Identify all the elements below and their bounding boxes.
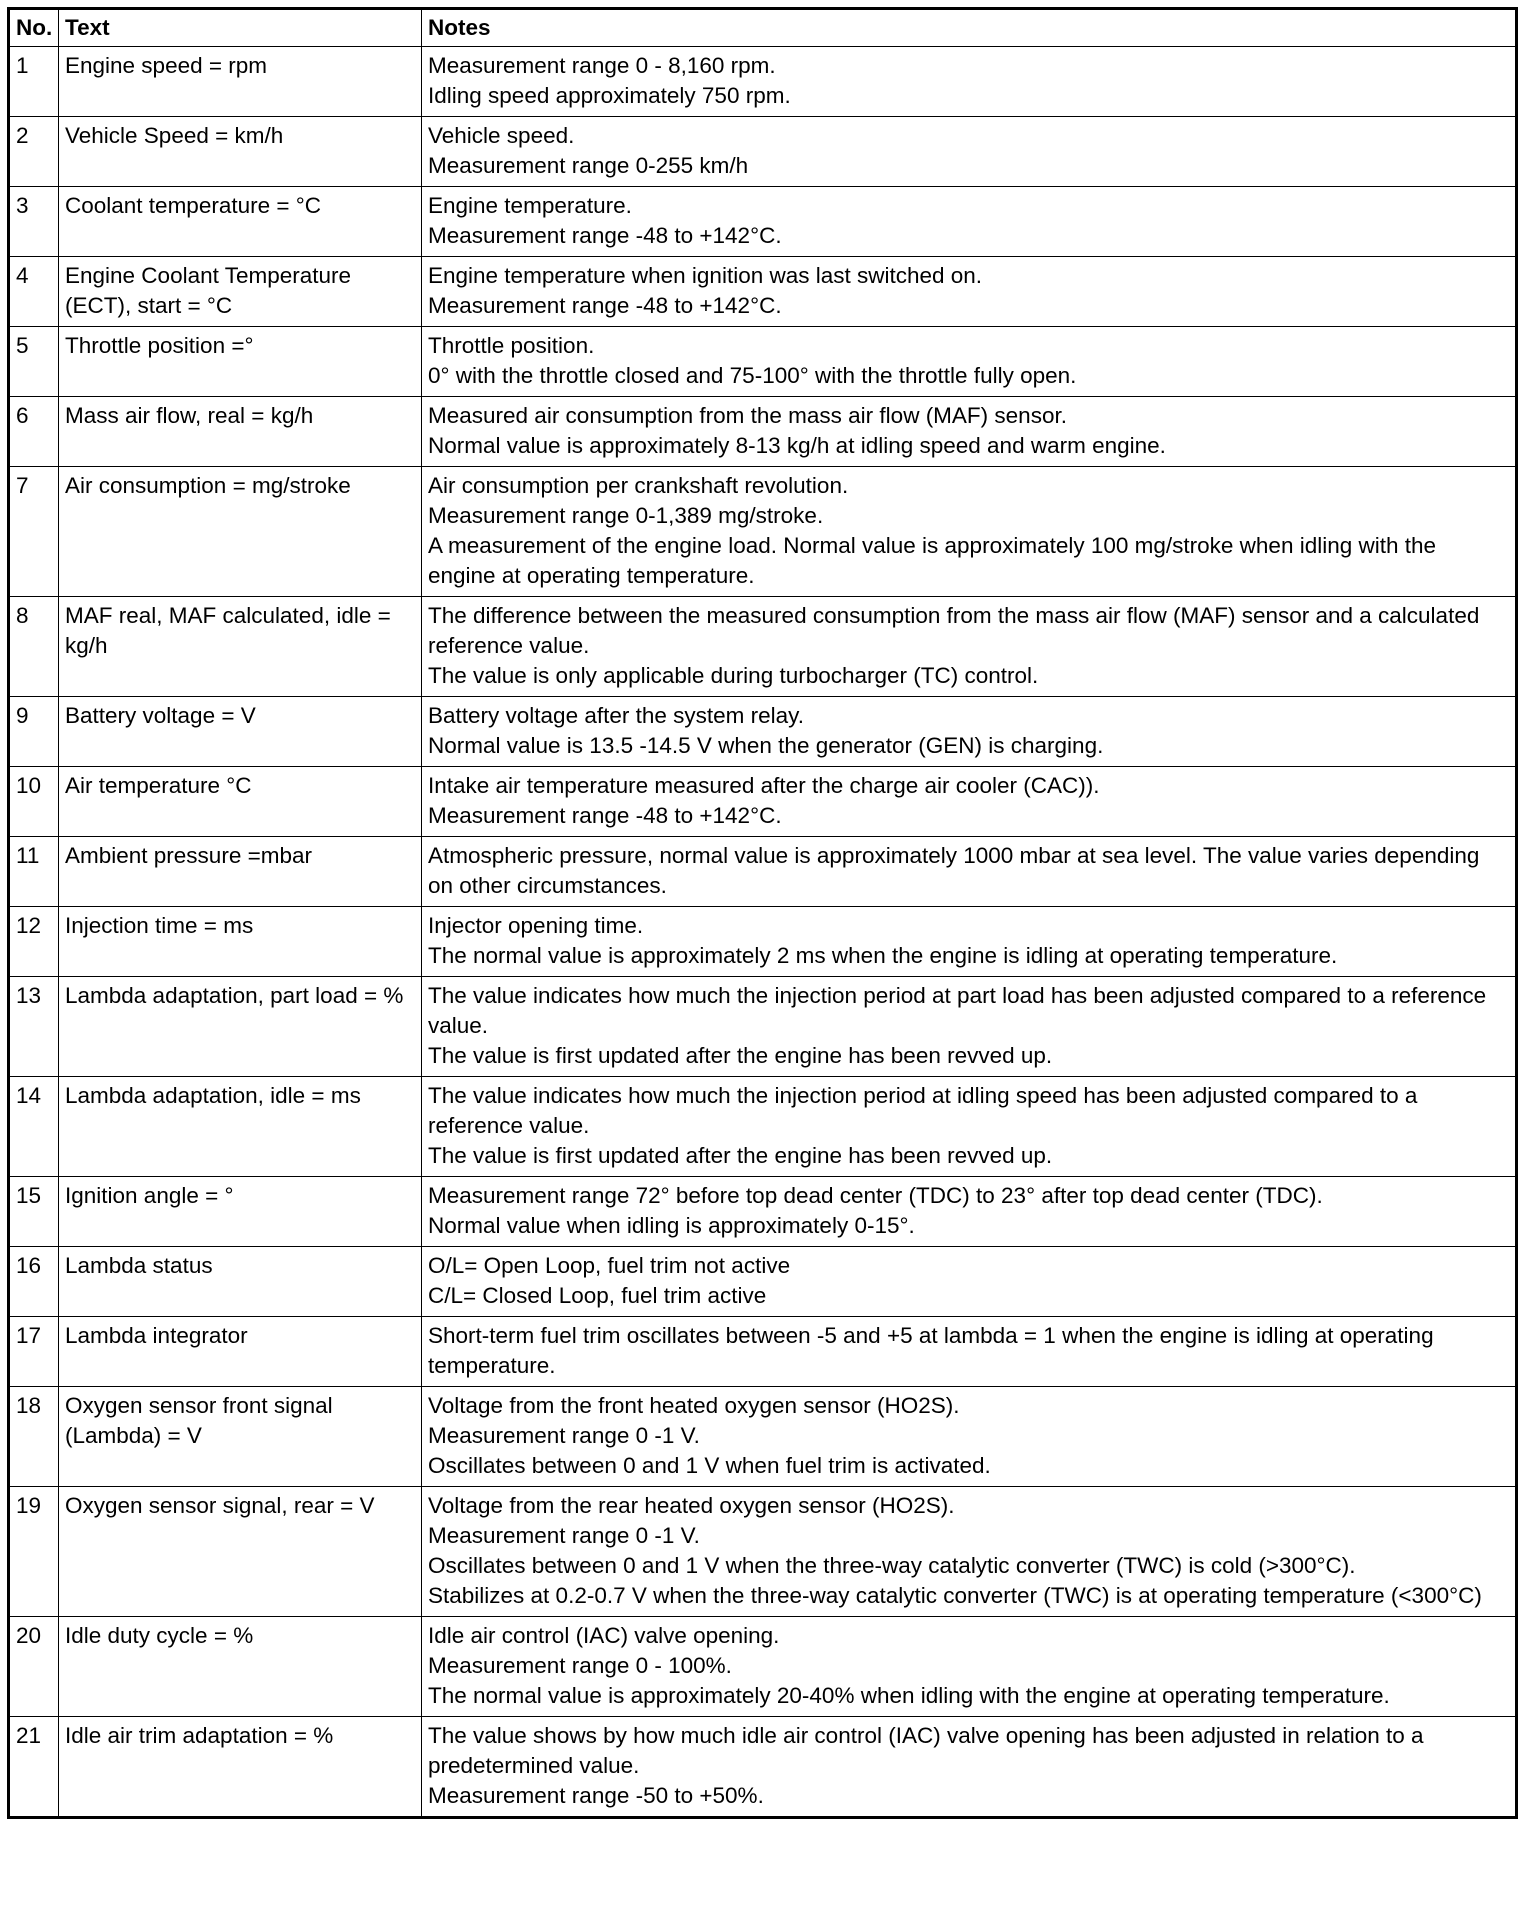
row-notes <box>422 597 1517 697</box>
row-text: Coolant temperature = °C <box>59 187 422 257</box>
row-number: 16 <box>9 1247 59 1317</box>
table-row <box>9 327 1517 397</box>
table-row <box>9 1387 1517 1487</box>
row-number: 11 <box>9 837 59 907</box>
table-row <box>9 767 1517 837</box>
row-notes <box>422 767 1517 837</box>
table-row <box>9 1247 1517 1317</box>
row-number: 1 <box>9 47 59 117</box>
header-text: Text <box>59 9 422 47</box>
row-notes <box>422 187 1517 257</box>
row-text: Ignition angle = ° <box>59 1177 422 1247</box>
row-text: Air consumption = mg/stroke <box>59 467 422 597</box>
note-line: Measurement range 0 - 100%. <box>428 1653 732 1678</box>
row-notes <box>422 1487 1517 1617</box>
note-line: Stabilizes at 0.2-0.7 V when the three-way catalytic converter (TWC) is at operating temperature (<300°C) <box>428 1583 1482 1608</box>
note-line: Normal value is approximately 8-13 kg/h at idling speed and warm engine. <box>428 433 1166 458</box>
row-notes <box>422 977 1517 1077</box>
table-row <box>9 397 1517 467</box>
table-row <box>9 47 1517 117</box>
row-text: Lambda status <box>59 1247 422 1317</box>
table-row <box>9 1717 1517 1818</box>
row-number: 14 <box>9 1077 59 1177</box>
table-body <box>9 47 1517 1818</box>
row-notes <box>422 837 1517 907</box>
table-row <box>9 907 1517 977</box>
note-line: The value is first updated after the engine has been revved up. <box>428 1043 1053 1068</box>
row-notes <box>422 257 1517 327</box>
note-line: The value shows by how much idle air control (IAC) valve opening has been adjusted in relation to a predetermined value. <box>428 1723 1424 1778</box>
note-line: The value is only applicable during turbocharger (TC) control. <box>428 663 1039 688</box>
parameter-table <box>7 7 1518 1819</box>
row-notes <box>422 1247 1517 1317</box>
note-line: The value indicates how much the injection period at idling speed has been adjusted compared to a reference value. <box>428 1083 1418 1138</box>
note-line: Measurement range 0 - 8,160 rpm. <box>428 53 776 78</box>
row-number: 10 <box>9 767 59 837</box>
table-row <box>9 1077 1517 1177</box>
table-row <box>9 257 1517 327</box>
note-line: Idle air control (IAC) valve opening. <box>428 1623 780 1648</box>
row-text: Idle air trim adaptation = % <box>59 1717 422 1818</box>
row-number: 17 <box>9 1317 59 1387</box>
note-line: Idling speed approximately 750 rpm. <box>428 83 791 108</box>
note-line: Battery voltage after the system relay. <box>428 703 804 728</box>
row-notes <box>422 327 1517 397</box>
note-line: Oscillates between 0 and 1 V when the three-way catalytic converter (TWC) is cold (>300°C). <box>428 1553 1356 1578</box>
row-notes <box>422 117 1517 187</box>
note-line: Atmospheric pressure, normal value is approximately 1000 mbar at sea level. The value varies depending on other circumstances. <box>428 843 1480 898</box>
note-line: Measurement range 0-255 km/h <box>428 153 749 178</box>
header-notes: Notes <box>422 9 1517 47</box>
row-text: Injection time = ms <box>59 907 422 977</box>
table-row <box>9 977 1517 1077</box>
row-text: Engine Coolant Temperature (ECT), start = °C <box>59 257 422 327</box>
note-line: Injector opening time. <box>428 913 644 938</box>
table-header-row <box>9 9 1517 47</box>
row-text: Oxygen sensor front signal (Lambda) = V <box>59 1387 422 1487</box>
row-number: 5 <box>9 327 59 397</box>
row-notes <box>422 1077 1517 1177</box>
note-line: Measurement range -48 to +142°C. <box>428 293 782 318</box>
row-text: Mass air flow, real = kg/h <box>59 397 422 467</box>
note-line: Engine temperature when ignition was last switched on. <box>428 263 983 288</box>
note-line: Measurement range -48 to +142°C. <box>428 223 782 248</box>
note-line: Throttle position. <box>428 333 595 358</box>
table-row <box>9 697 1517 767</box>
row-text: Throttle position =° <box>59 327 422 397</box>
note-line: Measurement range 0 -1 V. <box>428 1423 700 1448</box>
note-line: C/L= Closed Loop, fuel trim active <box>428 1283 767 1308</box>
row-notes <box>422 397 1517 467</box>
table-row <box>9 117 1517 187</box>
row-number: 2 <box>9 117 59 187</box>
row-notes <box>422 47 1517 117</box>
table-row <box>9 187 1517 257</box>
note-line: Normal value is 13.5 -14.5 V when the generator (GEN) is charging. <box>428 733 1104 758</box>
note-line: The normal value is approximately 2 ms when the engine is idling at operating temperature. <box>428 943 1338 968</box>
header-no: No. <box>9 9 59 47</box>
note-line: Measurement range -48 to +142°C. <box>428 803 782 828</box>
row-number: 18 <box>9 1387 59 1487</box>
row-text: Lambda adaptation, idle = ms <box>59 1077 422 1177</box>
note-line: Normal value when idling is approximately 0-15°. <box>428 1213 915 1238</box>
row-number: 19 <box>9 1487 59 1617</box>
note-line: Measurement range -50 to +50%. <box>428 1783 764 1808</box>
row-notes <box>422 1177 1517 1247</box>
table-row <box>9 1487 1517 1617</box>
note-line: The normal value is approximately 20-40% when idling with the engine at operating temperature. <box>428 1683 1390 1708</box>
row-text: Vehicle Speed = km/h <box>59 117 422 187</box>
row-text: Ambient pressure =mbar <box>59 837 422 907</box>
note-line: Intake air temperature measured after the charge air cooler (CAC)). <box>428 773 1100 798</box>
row-number: 20 <box>9 1617 59 1717</box>
row-notes <box>422 1717 1517 1818</box>
table-row <box>9 1317 1517 1387</box>
table-row <box>9 467 1517 597</box>
row-text: MAF real, MAF calculated, idle = kg/h <box>59 597 422 697</box>
note-line: The value is first updated after the engine has been revved up. <box>428 1143 1053 1168</box>
note-line: Measurement range 72° before top dead center (TDC) to 23° after top dead center (TDC). <box>428 1183 1323 1208</box>
table-row <box>9 597 1517 697</box>
row-number: 21 <box>9 1717 59 1818</box>
note-line: Short-term fuel trim oscillates between -5 and +5 at lambda = 1 when the engine is idling at operating temperature. <box>428 1323 1434 1378</box>
note-line: Vehicle speed. <box>428 123 575 148</box>
row-number: 15 <box>9 1177 59 1247</box>
note-line: Measurement range 0-1,389 mg/stroke. <box>428 503 824 528</box>
row-notes <box>422 1387 1517 1487</box>
row-number: 8 <box>9 597 59 697</box>
row-number: 9 <box>9 697 59 767</box>
table-row <box>9 1177 1517 1247</box>
note-line: Engine temperature. <box>428 193 632 218</box>
note-line: Voltage from the front heated oxygen sensor (HO2S). <box>428 1393 960 1418</box>
note-line: Air consumption per crankshaft revolution. <box>428 473 849 498</box>
table-row <box>9 1617 1517 1717</box>
note-line: The value indicates how much the injection period at part load has been adjusted compared to a reference value. <box>428 983 1487 1038</box>
row-text: Idle duty cycle = % <box>59 1617 422 1717</box>
note-line: Measurement range 0 -1 V. <box>428 1523 700 1548</box>
row-text: Oxygen sensor signal, rear = V <box>59 1487 422 1617</box>
row-number: 13 <box>9 977 59 1077</box>
note-line: Voltage from the rear heated oxygen sensor (HO2S). <box>428 1493 955 1518</box>
table-row <box>9 837 1517 907</box>
row-text: Battery voltage = V <box>59 697 422 767</box>
row-text: Lambda integrator <box>59 1317 422 1387</box>
note-line: Oscillates between 0 and 1 V when fuel trim is activated. <box>428 1453 991 1478</box>
row-text: Air temperature °C <box>59 767 422 837</box>
row-text: Engine speed = rpm <box>59 47 422 117</box>
row-notes <box>422 697 1517 767</box>
row-notes <box>422 1317 1517 1387</box>
row-number: 3 <box>9 187 59 257</box>
row-number: 6 <box>9 397 59 467</box>
row-number: 7 <box>9 467 59 597</box>
row-notes <box>422 1617 1517 1717</box>
row-number: 12 <box>9 907 59 977</box>
document-page <box>7 7 1515 1819</box>
note-line: A measurement of the engine load. Normal value is approximately 100 mg/stroke when idling with the engine at operating temperature. <box>428 533 1437 588</box>
row-notes <box>422 467 1517 597</box>
note-line: Measured air consumption from the mass air flow (MAF) sensor. <box>428 403 1067 428</box>
note-line: O/L= Open Loop, fuel trim not active <box>428 1253 791 1278</box>
row-text: Lambda adaptation, part load = % <box>59 977 422 1077</box>
note-line: The difference between the measured consumption from the mass air flow (MAF) sensor and a calculated reference value. <box>428 603 1480 658</box>
row-number: 4 <box>9 257 59 327</box>
row-notes <box>422 907 1517 977</box>
note-line: 0° with the throttle closed and 75-100° with the throttle fully open. <box>428 363 1077 388</box>
